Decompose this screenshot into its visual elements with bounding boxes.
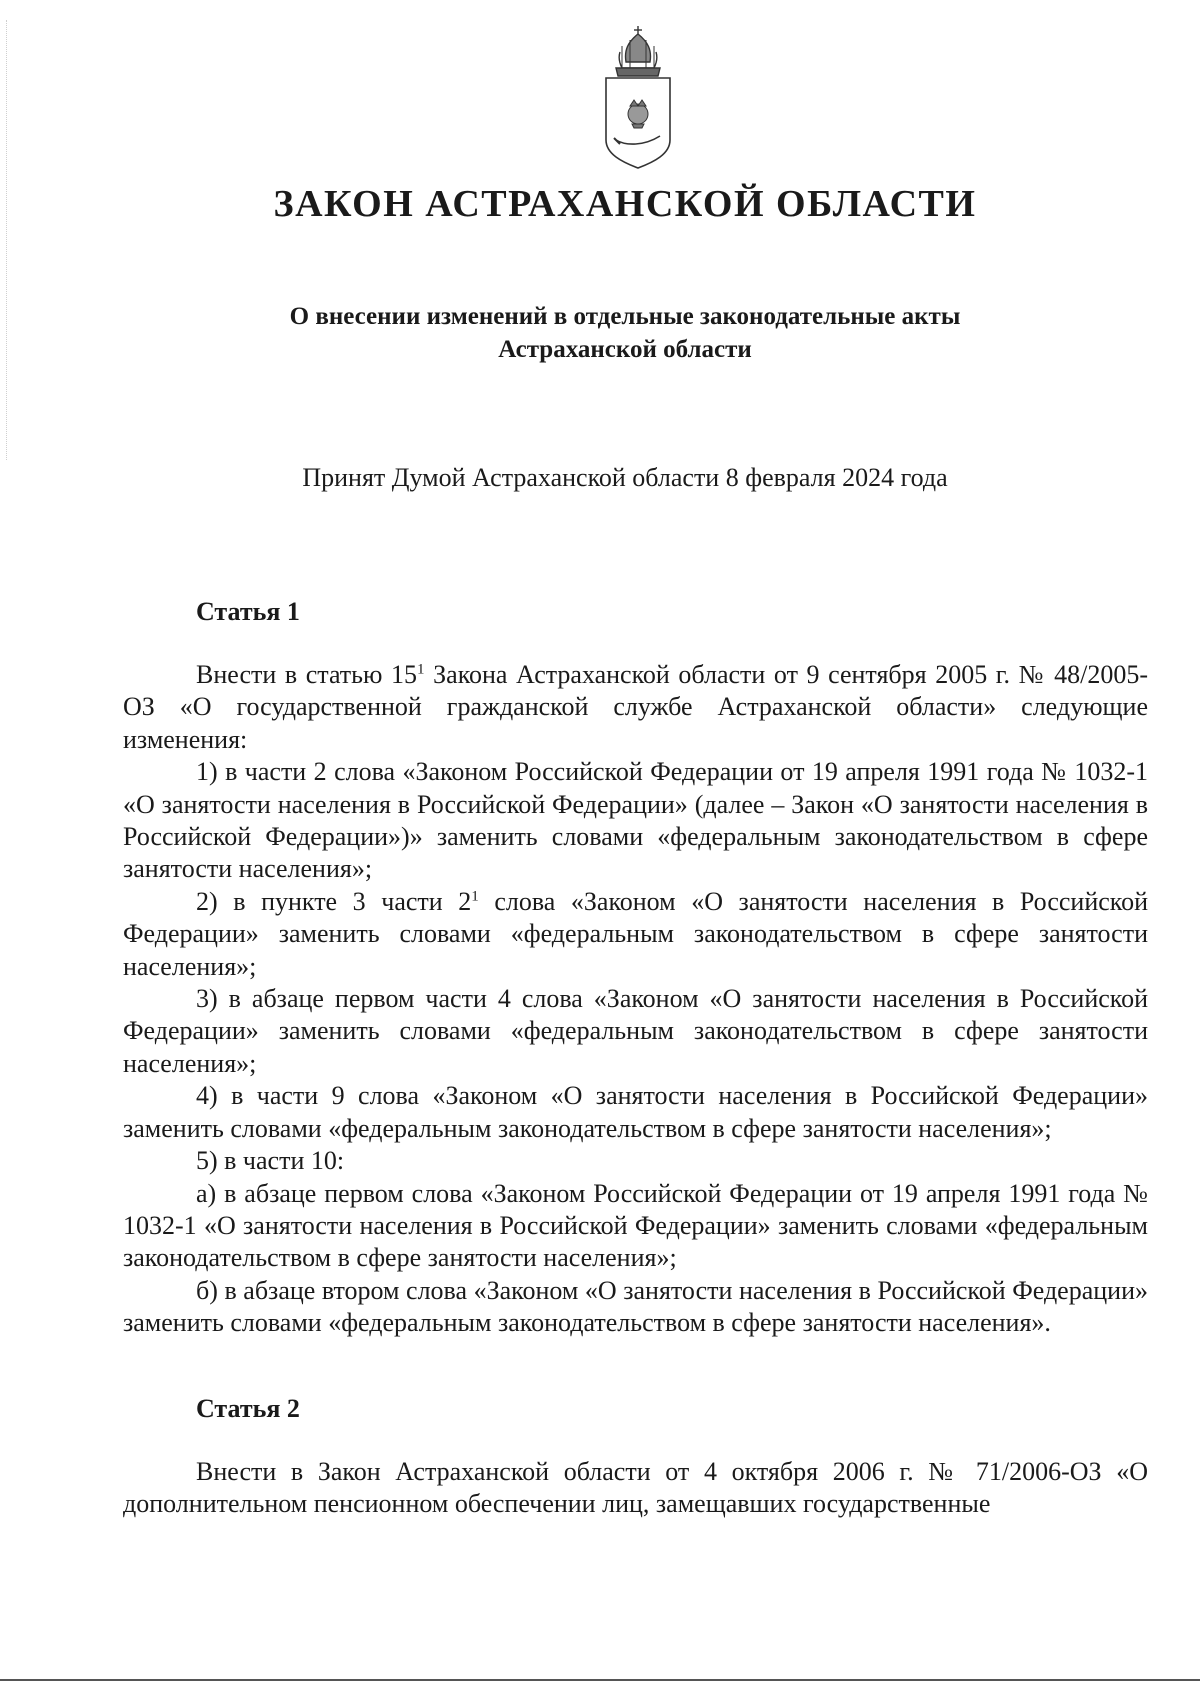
coat-of-arms-icon — [598, 22, 678, 172]
article-2-heading: Статья 2 — [196, 1394, 300, 1423]
article-2-intro: Внести в Закон Астраханской области от 4 октября 2006 г. № 71/2006-ОЗ «О дополнительном пенсионном обеспечении лиц, замещавших государственные — [123, 1457, 1148, 1519]
article-1-body — [123, 659, 1148, 1340]
article-1-item-3: 3) в абзаце первом части 4 слова «Законом «О занятости населения в Российской Федерации» заменить словами «федеральным законодательством в сфере занятости населения»; — [123, 984, 1148, 1078]
intro-text-end: Закона Астраханской области от 9 сентября 2005 г. № 48/2005-ОЗ «О государственной гражданской службе Астраханской области» следующие изменения: — [123, 660, 1148, 754]
article-1-intro — [123, 659, 1148, 756]
article-1-item-5: 5) в части 10: — [196, 1146, 345, 1176]
law-title: ЗАКОН АСТРАХАНСКОЙ ОБЛАСТИ — [273, 183, 977, 225]
subtitle-line-1: О внесении изменений в отдельные законодательные акты — [289, 303, 961, 330]
article-1-item-5b: б) в абзаце втором слова «Законом «О занятости населения в Российской Федерации» заменить словами «федеральным законодательством в сфере занятости населения». — [123, 1275, 1148, 1338]
law-subtitle — [0, 300, 1200, 366]
article-1-item-5a: а) в абзаце первом слова «Законом Российской Федерации от 19 апреля 1991 года № 1032-1 «О занятости населения в Российской Федерации» заменить словами «федеральным законодательством в сфере занятости населения»; — [123, 1178, 1148, 1273]
article-1-item-1: 1) в части 2 слова «Законом Российской Федерации от 19 апреля 1991 года № 1032-1 «О занятости населения в Российской Федерации» (далее – Закон «О занятости населения в Российской Федерации»)» заменить словами «федеральным законодательством в сфере занятости населения»; — [123, 757, 1148, 884]
page-bottom-rule — [0, 1679, 1200, 1681]
article-1-heading: Статья 1 — [196, 597, 300, 626]
article-1-item-4: 4) в части 9 слова «Законом «О занятости населения в Российской Федерации» заменить словами «федеральным законодательством в сфере занятости населения»; — [123, 1081, 1148, 1143]
intro-text-start: Внести в статью 15 — [196, 660, 418, 689]
article-2-body — [123, 1456, 1148, 1521]
article-1-item-2 — [123, 886, 1148, 983]
adoption-note: Принят Думой Астраханской области 8 февраля 2024 года — [302, 463, 948, 492]
item-2-text-end: слова «Законом «О занятости населения в Российской Федерации» заменить словами «федеральным законодательством в сфере занятости населения»; — [123, 886, 1148, 981]
subtitle-line-2: Астраханской области — [498, 336, 752, 363]
scan-artifact — [6, 20, 9, 460]
item-2-text-start: 2) в пункте 3 части 2 — [196, 886, 472, 916]
item-2-superscript: 1 — [471, 888, 479, 905]
intro-superscript: 1 — [417, 661, 425, 678]
